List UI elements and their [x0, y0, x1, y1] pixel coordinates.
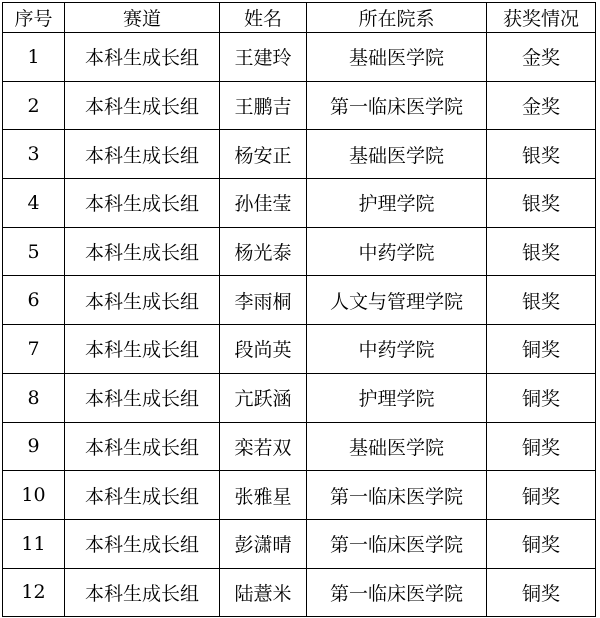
cell-index: 6 [3, 276, 65, 325]
cell-department: 中药学院 [307, 227, 487, 276]
table-row [3, 422, 596, 471]
header-department: 所在院系 [307, 3, 487, 33]
cell-department: 第一临床医学院 [307, 568, 487, 617]
cell-award: 铜奖 [487, 471, 596, 520]
cell-track: 本科生成长组 [65, 471, 220, 520]
table-row [3, 519, 596, 568]
cell-department: 中药学院 [307, 325, 487, 374]
cell-index: 9 [3, 422, 65, 471]
cell-award: 银奖 [487, 276, 596, 325]
cell-department: 基础医学院 [307, 130, 487, 179]
table-row [3, 568, 596, 617]
cell-track: 本科生成长组 [65, 33, 220, 82]
cell-award: 金奖 [487, 81, 596, 130]
header-track: 赛道 [65, 3, 220, 33]
cell-department: 护理学院 [307, 373, 487, 422]
cell-index: 4 [3, 179, 65, 228]
cell-name: 王建玲 [220, 33, 307, 82]
cell-department: 第一临床医学院 [307, 81, 487, 130]
header-index: 序号 [3, 3, 65, 33]
cell-index: 5 [3, 227, 65, 276]
cell-name: 李雨桐 [220, 276, 307, 325]
cell-index: 2 [3, 81, 65, 130]
cell-index: 3 [3, 130, 65, 179]
cell-track: 本科生成长组 [65, 568, 220, 617]
cell-award: 银奖 [487, 227, 596, 276]
cell-award: 银奖 [487, 179, 596, 228]
cell-department: 第一临床医学院 [307, 519, 487, 568]
cell-index: 7 [3, 325, 65, 374]
cell-award: 铜奖 [487, 568, 596, 617]
cell-department: 基础医学院 [307, 422, 487, 471]
award-table [2, 2, 596, 617]
table-row [3, 471, 596, 520]
table-body [3, 33, 596, 617]
cell-award: 铜奖 [487, 519, 596, 568]
cell-index: 12 [3, 568, 65, 617]
cell-name: 陆薏米 [220, 568, 307, 617]
cell-track: 本科生成长组 [65, 130, 220, 179]
cell-track: 本科生成长组 [65, 276, 220, 325]
cell-index: 8 [3, 373, 65, 422]
table-row [3, 276, 596, 325]
table-row [3, 373, 596, 422]
cell-track: 本科生成长组 [65, 81, 220, 130]
cell-track: 本科生成长组 [65, 422, 220, 471]
cell-track: 本科生成长组 [65, 179, 220, 228]
cell-award: 铜奖 [487, 373, 596, 422]
table-row [3, 179, 596, 228]
cell-department: 第一临床医学院 [307, 471, 487, 520]
table-row [3, 33, 596, 82]
cell-index: 10 [3, 471, 65, 520]
cell-award: 金奖 [487, 33, 596, 82]
cell-name: 杨光泰 [220, 227, 307, 276]
cell-name: 孙佳莹 [220, 179, 307, 228]
cell-name: 亢跃涵 [220, 373, 307, 422]
cell-name: 杨安正 [220, 130, 307, 179]
cell-track: 本科生成长组 [65, 373, 220, 422]
cell-name: 王鹏吉 [220, 81, 307, 130]
cell-track: 本科生成长组 [65, 325, 220, 374]
cell-index: 1 [3, 33, 65, 82]
cell-department: 基础医学院 [307, 33, 487, 82]
cell-name: 张雅星 [220, 471, 307, 520]
cell-index: 11 [3, 519, 65, 568]
header-row [3, 3, 596, 33]
table-row [3, 227, 596, 276]
cell-department: 人文与管理学院 [307, 276, 487, 325]
cell-name: 栾若双 [220, 422, 307, 471]
table-row [3, 130, 596, 179]
table-row [3, 81, 596, 130]
cell-track: 本科生成长组 [65, 519, 220, 568]
cell-department: 护理学院 [307, 179, 487, 228]
header-name: 姓名 [220, 3, 307, 33]
table-header [3, 3, 596, 33]
cell-track: 本科生成长组 [65, 227, 220, 276]
table-row [3, 325, 596, 374]
header-award: 获奖情况 [487, 3, 596, 33]
cell-award: 铜奖 [487, 422, 596, 471]
cell-award: 铜奖 [487, 325, 596, 374]
cell-award: 银奖 [487, 130, 596, 179]
cell-name: 段尚英 [220, 325, 307, 374]
cell-name: 彭潇晴 [220, 519, 307, 568]
